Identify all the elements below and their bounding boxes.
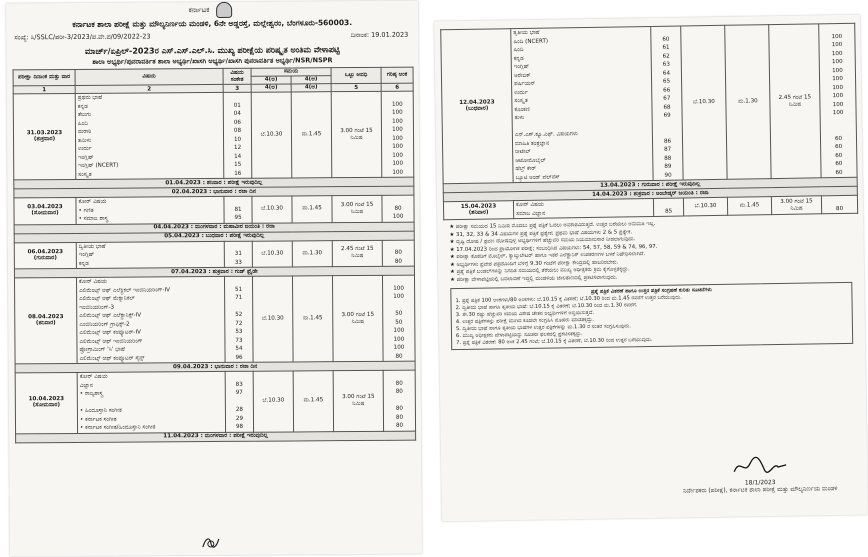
max-marks: 100 — [393, 344, 405, 351]
subject-code: 71 — [235, 294, 243, 301]
timetable-subtitle: ಶಾಲಾ ಅಭ್ಯರ್ಥಿ/ಪುನರಾವರ್ತಿತ ಶಾಲಾ ಅಭ್ಯರ್ಥಿ/ಖಾಸಗಿ ಅಭ್ಯರ್ಥಿ/ಖಾಸಗಿ ಪುನರಾವರ್ತಿತ ಅಭ್ಯರ್ಥಿ/NSR/NSPR — [92, 56, 333, 66]
note-item: ★ 31, 32, 33 & 34 ವಿಷಯಗಳ ಪ್ರಶ್ನೆ ಪತ್ರಿಕೆ ಪ್ರತ್ಯೇಕ; ಪ್ರಥಮ ಭಾಷೆ ವಿಷಯಗಳು 2 & 5 ಪ್ರತ್ಯೇಕ. — [449, 228, 633, 238]
max-marks: 100 — [831, 33, 843, 40]
subject-name: • ಹಿಂದೂಸ್ತಾನಿ ಸಂಗೀತ — [79, 407, 122, 414]
duration: 2.45 ಗಂಟೆ 15 ನಿಮಿಷ — [769, 24, 821, 179]
subject-name: ಕನ್ನಡ — [77, 103, 88, 110]
subject-name: ಪ್ರೋಗ್ರಾಮಿಂಗ್ 'ಸಿ' ಭಾಷೆ — [79, 346, 125, 353]
exam-date-cell — [441, 29, 513, 184]
subject-cell — [77, 371, 225, 433]
exam-row — [15, 370, 415, 433]
instruction-item: 3. ಶೇ.30 ರಷ್ಟು ಹೆಚ್ಚುವರಿ ಸಮಯ ವಿಶೇಷ ಚೇತನ ಅಭ್ಯರ್ಥಿಗಳಿಗೆ ಅನ್ವಯಿಸುತ್ತದೆ. — [455, 309, 595, 319]
initial-mark-icon — [200, 535, 222, 551]
subject-code: 81 — [234, 206, 242, 213]
subject-code: 87 — [664, 146, 672, 153]
break-note: 05.04.2023 : ಬುಧವಾರ : ಪರೀಕ್ಷೆ ಇರುವುದಿಲ್ಲ — [14, 231, 414, 243]
header-code: ವಿಷಯ ಸಂಕೇತ — [223, 68, 251, 84]
max-marks: 100 — [832, 84, 844, 91]
exam-date-cell — [13, 93, 76, 179]
subject-name: ಮರಾಠಿ — [77, 128, 92, 135]
subject-name: ಇಂಗ್ಲಿಷ್ — [513, 63, 530, 71]
max-marks: 60 — [835, 152, 843, 159]
subject-name: ರೀಟೇಲ್ — [515, 148, 531, 156]
subject-code — [226, 197, 249, 206]
code-cell — [653, 198, 683, 216]
subject-code: 60 — [662, 36, 670, 43]
subject-cell — [76, 276, 225, 363]
exam-date: 06.04.2023 — [27, 248, 64, 256]
timetable-right-body — [441, 23, 858, 219]
subject-name: ಆಟೋಮೊಬೈಲ್ — [515, 157, 546, 164]
subject-code — [227, 302, 250, 311]
subject-code: 53 — [235, 328, 243, 335]
subject-name: ತೆಲುಗು — [77, 111, 92, 118]
max-marks: 100 — [391, 101, 403, 108]
note-item: ★ ಪರೀಕ್ಷಾ ಕೊಠಡಿಗೆ ಮೊಬೈಲ್, ಕ್ಯಾಲ್ಕುಲೇಟರ್ ಹಾಗೂ ಇತರೆ ಎಲೆಕ್ಟ್ರಾನಿಕ್ ಉಪಕರಣಗಳ ಬಳಕೆ ನಿಷೇಧಿಸಲಾಗಿದೆ. — [449, 251, 646, 261]
subject-code: 98 — [235, 423, 244, 430]
subject-name: ತಮಿಳು — [78, 137, 92, 144]
note-item: ★ 17.04.2023 ರಿಂದ ಪ್ರಾಯೋಗಿಕ ಪರೀಕ್ಷೆ; ಸಂಬಂಧಿಸಿದ ವಿಷಯಗಳು: 54, 57, 58, 59 & 74, 96, 97. — [449, 243, 658, 253]
duration: 3.00 ಗಂಟೆ 15 ನಿಮಿಷ — [332, 195, 382, 222]
max-marks: 100 — [831, 58, 843, 66]
max-marks — [386, 396, 413, 405]
duration: 3.00 ಗಂಟೆ 15 ನಿಮಿಷ — [332, 275, 383, 361]
exam-day: (ಶನಿವಾರ) — [35, 320, 56, 327]
max-marks: 80 — [394, 249, 402, 256]
subject-name: • ಸಮಾಜ ಶಾಸ್ತ್ರ — [78, 215, 109, 222]
subject-code — [227, 277, 250, 286]
subject-code: 16 — [234, 170, 242, 177]
max-marks: 80 — [395, 353, 403, 360]
max-marks — [386, 371, 413, 380]
exam-row — [14, 275, 415, 364]
header-num-1: 1 — [13, 85, 75, 93]
exam-day: (ಬುಧವಾರ) — [465, 105, 489, 112]
subject-name: ಇಂಗ್ಲಿಷ್ — [78, 154, 94, 161]
emblem-header — [6, 1, 418, 20]
subject-code: 63 — [662, 61, 670, 68]
break-note: 01.04.2023 : ಶನಿವಾರ : ಪರೀಕ್ಷೆ ಇರುವುದಿಲ್ಲ — [14, 177, 414, 189]
subject-name: ಹೆಲ್ತ್ ಕೇರ್ — [515, 165, 537, 173]
subject-name: ಎಲಿಮೆಂಟ್ಸ್ ಆಫ್ ಮೆಕ್ಯಾನಿಕಲ್ — [79, 295, 135, 302]
header-time-to: 4(ಆ) — [291, 76, 331, 84]
max-marks — [384, 92, 411, 101]
subject-code: 33 — [234, 259, 242, 266]
break-note: 11.04.2023 : ಮಂಗಳವಾರ : ಪರೀಕ್ಷೆ ಇರುವುದಿಲ್ಲ — [16, 431, 416, 443]
max-marks: 100 — [392, 160, 404, 167]
max-marks: 60 — [835, 169, 843, 176]
right-page — [434, 15, 868, 522]
circular-date: ದಿನಾಂಕ: 19.01.2023 — [350, 30, 409, 40]
subject-name: ಸಮಾಜ ವಿಜ್ಞಾನ — [516, 210, 546, 217]
subject-code: 88 — [664, 155, 672, 162]
max-marks: 100 — [393, 285, 404, 292]
max-marks: 80 — [395, 380, 403, 387]
exam-row — [13, 91, 414, 180]
timetable-left — [13, 67, 417, 443]
max-marks — [385, 240, 412, 249]
exam-row — [441, 23, 857, 183]
exam-day: (ಸೋಮವಾರ) — [31, 210, 59, 217]
subject-code: 83 — [235, 381, 243, 388]
duration: 3.00 ಗಂಟೆ 15 ನಿಮಿಷ — [331, 91, 382, 177]
subject-code: 67 — [663, 95, 671, 102]
timetable-title: ಮಾರ್ಚ್/ಏಪ್ರಿಲ್-2023ರ ಎಸ್.ಎಸ್.ಎಲ್.ಸಿ. ಮುಖ್ಯ ಪರೀಕ್ಷೆಯ ಪರಿಷ್ಕೃತ ಅಂತಿಮ ವೇಳಾಪಟ್ಟಿ — [85, 45, 340, 56]
code-cell — [224, 196, 252, 223]
max-marks: 100 — [392, 152, 404, 159]
note-item: ★ ಪರೀಕ್ಷಾ ಸಮಯದ 15 ನಿಮಿಷ ಮೊದಲು ಪ್ರಶ್ನೆ ಪತ್ರಿಕೆ ಓದಲು ಅವಕಾಶವಿರುತ್ತದೆ. ಉತ್ತರ ಬರೆಯಲು ಅನುಮತಿ ಇಲ್ಲ. — [449, 220, 656, 231]
subject-code — [227, 241, 250, 250]
max-marks: 100 — [832, 67, 843, 74]
subject-name: • ಕರ್ನಾಟಕ ಸಂಗೀತ — [79, 416, 117, 423]
subject-code: 01 — [233, 102, 241, 109]
end-time: ಮ.1.30 — [725, 25, 771, 180]
exam-date-cell — [14, 242, 76, 269]
max-marks: 80 — [395, 414, 404, 421]
notes-list — [437, 218, 864, 285]
max-marks: 100 — [393, 336, 405, 343]
exam-date: 15.04.2023 — [460, 203, 497, 210]
max-marks: 100 — [392, 213, 404, 220]
subject-code: 66 — [663, 87, 671, 94]
subject-name: • ಗಣಿತ — [78, 207, 94, 214]
subject-name: ಸಂಸ್ಕೃತ — [514, 97, 528, 105]
max-marks: 50 — [395, 319, 403, 326]
duration: 3.00 ಗಂಟೆ 15 ನಿಮಿಷ — [333, 370, 383, 431]
subject-code: 10 — [233, 136, 242, 143]
subject-name: ಕೋರ್ ವಿಷಯ — [78, 198, 107, 205]
end-time: ಮ.1.45 — [293, 371, 333, 432]
subject-code: 08 — [233, 127, 242, 134]
subject-name: ಪ್ರಥಮ ಭಾಷೆ — [77, 94, 103, 101]
note-item: ★ ಪರೀಕ್ಷಾ ವೇಳಾಪಟ್ಟಿಯಲ್ಲಿ ಬದಲಾವಣೆ ಇದ್ದಲ್ಲಿ ಮಂಡಳಿಯ ಜಾಲತಾಣದಲ್ಲಿ ಪ್ರಕಟಿಸಲಾಗುವುದು. — [450, 274, 618, 283]
marks-cell — [383, 370, 415, 431]
max-marks — [384, 196, 411, 205]
max-marks: 50 — [395, 310, 403, 317]
max-marks: 80 — [394, 258, 402, 265]
subject-name: ಕನ್ನಡ — [78, 260, 89, 267]
max-marks: 80 — [395, 405, 403, 412]
break-note: 13.04.2023 : ಗುರುವಾರ : ಪರೀಕ್ಷೆ ಇರುವುದಿಲ್ಲ — [443, 177, 857, 193]
exam-date: 10.04.2023 — [28, 396, 65, 403]
instructions-list — [455, 292, 848, 347]
instruction-item: 2. ದ್ವಿತೀಯ ಭಾಷೆ ಹಾಗೂ ತೃತೀಯ ಭಾಷೆ: ಬೆ.10.15 ಕ್ಕೆ ವಿತರಣೆ; ಬೆ.10.30 ರಿಂದ ಮ.1.30 ರವರೆಗೆ. — [455, 302, 638, 312]
header-time: ಸಮಯ — [251, 68, 331, 77]
subject-name: ಇಂಗ್ಲಿಷ್ — [78, 251, 95, 258]
subject-code: 31 — [234, 250, 242, 257]
max-marks: 100 — [392, 126, 403, 133]
subject-name: ಹಿಂದಿ — [77, 120, 88, 127]
exam-day: (ಸೋಮವಾರ) — [32, 402, 61, 409]
header-num-6: 6 — [381, 83, 413, 91]
subject-code: 68 — [663, 104, 671, 111]
subject-cell — [76, 196, 224, 224]
subject-code — [228, 397, 251, 406]
code-cell — [223, 92, 252, 178]
header-num-3: 3 — [223, 84, 251, 92]
break-note: 02.04.2023 : ಭಾನುವಾರ : ರಜಾ ದಿನ — [14, 186, 414, 198]
subject-name: ಅರೇಬಿಕ್ — [513, 72, 531, 79]
subject-name: ಎಲಿಮೆಂಟ್ಸ್ ಆಫ್ ಎಲೆಕ್ಟ್ರಾನಿಕ್ಸ್-IV — [79, 312, 142, 319]
header-num-5: 5 — [331, 83, 381, 91]
note-item: ★ ಅಭ್ಯರ್ಥಿಗಳು ಪ್ರವೇಶ ಪತ್ರದೊಂದಿಗೆ ಬೆಳಿಗ್ಗೆ 9.30 ಗಂಟೆಗೆ ಪರೀಕ್ಷಾ ಕೇಂದ್ರದಲ್ಲಿ ಹಾಜರಿರಬೇಕು. — [449, 259, 619, 268]
header-duration: ಒಟ್ಟು ಅವಧಿ — [331, 67, 381, 83]
max-marks: 100 — [832, 75, 843, 83]
max-marks: 80 — [394, 205, 402, 212]
max-marks: 100 — [392, 118, 403, 125]
marks-cell — [382, 195, 414, 222]
exam-date: 31.03.2023 — [26, 130, 63, 137]
break-note: 07.04.2023 : ಶುಕ್ರವಾರ : ಗುಡ್ ಫ್ರೈಡೇ — [14, 266, 414, 278]
start-time: ಬೆ.10.30 — [251, 92, 292, 178]
note-item: ★ ದೃಷ್ಟಿ ದೋಷ / ಶ್ರವಣ ದೋಷವುಳ್ಳ ಅಭ್ಯರ್ಥಿಗಳಿಗೆ ಹೆಚ್ಚುವರಿ ಸಮಯ ನಿಯಮಾನುಸಾರ ನೀಡಲಾಗುವುದು. — [449, 236, 636, 246]
start-time: ಬೆ.10.30 — [252, 196, 292, 223]
subject-name: ಕೋರ್ ವಿಷಯ — [515, 201, 544, 209]
subject-name: ಹಿಂದಿ — [513, 46, 524, 54]
subject-name: ತುಳು — [514, 114, 525, 122]
start-time: ಬೆ.10.30 — [252, 240, 292, 267]
max-marks: 100 — [391, 109, 403, 116]
exam-date: 08.04.2023 — [28, 314, 64, 321]
instruction-item: 4. ಉತ್ತರ ಪತ್ರಿಕೆಗಳನ್ನು ಪರೀಕ್ಷೆ ಮುಗಿದ ಕೂಡಲೇ ಸಂಗ್ರಹಿಸಿ ಮೊಹರು ಮಾಡತಕ್ಕದ್ದು. — [455, 316, 595, 326]
break-note: 04.04.2023 : ಮಂಗಳವಾರ : ಮಹಾವೀರ ಜಯಂತಿ : ರಜಾ — [14, 222, 414, 234]
instruction-item: 7. ಪ್ರಶ್ನೆ ಪತ್ರಿಕೆ ವಿತರಣೆ: 80 ಅಂಕ 2.45 ಗಂಟೆ; ಬೆ.10.15 ಕ್ಕೆ ವಿತರಣೆ, ಬೆ.10.30 ರಿಂದ ಉತ್ತರ ಬರೆಯುವುದು. — [456, 336, 653, 347]
code-cell — [225, 371, 253, 432]
exam-day: (ಶನಿವಾರ) — [468, 209, 489, 216]
subject-name: ಬ್ಯೂಟಿ ಅಂಡ್ ವೆಲ್‌ನೆಸ್ — [515, 173, 560, 181]
max-marks — [385, 276, 412, 285]
max-marks: 100 — [393, 327, 405, 334]
header-num-2: 2 — [75, 84, 223, 93]
reference-number: ಸಂಖ್ಯೆ: ಸಿ/SSLC/ಪರೀ-3/2023/ಪ.ವೇ.ಪ/09/2022-23 — [14, 32, 151, 42]
subject-name: ಹಿಂದಿ (NCERT) — [513, 38, 549, 45]
subject-code: 29 — [235, 415, 244, 422]
header-num-4b: 4(ಆ) — [291, 84, 331, 92]
subject-code: 51 — [234, 286, 243, 293]
reference-line — [6, 29, 418, 45]
subject-code: 06 — [233, 119, 241, 126]
exam-day: (ಶುಕ್ರವಾರ) — [33, 136, 56, 143]
subject-cell — [511, 26, 653, 182]
code-cell — [224, 276, 253, 362]
exam-row — [14, 195, 414, 224]
start-time: ಬೆ.10.30 — [681, 25, 727, 180]
start-time: ಬೆ.10.30 — [683, 197, 727, 216]
max-marks: 100 — [832, 101, 844, 108]
code-cell — [224, 241, 252, 268]
max-marks: 100 — [392, 135, 403, 142]
subject-code: 72 — [235, 320, 243, 327]
exam-date-cell — [15, 372, 77, 433]
break-row — [16, 431, 416, 443]
duration: 2.45 ಗಂಟೆ 15 ನಿಮಿಷ — [332, 240, 382, 267]
subject-name: ಇಂಗ್ಲಿಷ್ (NCERT) — [78, 162, 119, 169]
subject-code: 28 — [235, 406, 244, 413]
break-note: 09.04.2023 : ಭಾನುವಾರ : ರಜಾ ದಿನ — [15, 361, 415, 373]
subject-code: 85 — [665, 208, 673, 215]
subject-code: 90 — [664, 172, 672, 179]
exam-date-cell — [443, 201, 513, 220]
subject-name: ಕನ್ನಡ — [513, 55, 524, 62]
subject-name: ದ್ವಿತೀಯ ಭಾಷೆ — [78, 243, 106, 250]
subject-name: • ಕರ್ನಾಟಕ ಸಂಗೀತ/ಹಿಂದೂಸ್ತಾನಿ ಸಂಗೀತ — [80, 424, 156, 431]
subject-name: ಪರ್ಷಿಯನ್ — [514, 80, 536, 88]
subject-name: ಇಂಜಿನಿಯರಿಂಗ್-3 — [79, 304, 115, 311]
max-marks: 80 — [395, 422, 404, 429]
exam-day: (ಗುರುವಾರ) — [33, 254, 57, 262]
max-marks: 60 — [835, 160, 843, 168]
subject-name: ಮಾಹಿತಿ ತಂತ್ರಜ್ಞಾನ — [514, 140, 550, 147]
code-cell — [651, 26, 683, 180]
subject-code: 69 — [663, 112, 671, 119]
subject-name: ವಿಜ್ಞಾನ — [79, 382, 93, 389]
subject-code: 54 — [235, 345, 243, 352]
subject-name: • ರಾಜ್ಯಶಾಸ್ತ್ರ — [79, 390, 104, 397]
left-page — [6, 1, 422, 557]
subject-code: 12 — [234, 144, 242, 151]
state-emblem-icon — [216, 2, 232, 18]
header-date: ಪರೀಕ್ಷಾ ದಿನಾಂಕ ಮತ್ತು ವಾರ — [13, 69, 75, 85]
marks-cell — [381, 91, 414, 177]
subject-code — [226, 93, 249, 102]
subject-cell — [513, 198, 653, 218]
header-subject: ವಿಷಯ — [75, 68, 223, 85]
subject-name: ಎಂಜಿನಿಯರಿಂಗ್ ಗ್ರಾಫಿಕ್ಸ್-2 — [79, 321, 130, 328]
marks-cell — [821, 195, 857, 214]
subject-name: ಎಲಿಮೆಂಟ್ಸ್ ಆಫ್ ಕಂಪ್ಯೂಟರ್-IV — [79, 329, 141, 336]
board-name: ಕರ್ನಾಟಕ ಶಾಲಾ ಪರೀಕ್ಷೆ ಮತ್ತು ಮೌಲ್ಯನಿರ್ಣಯ ಮಂಡಳಿ, 6ನೇ ಅಡ್ಡರಸ್ತೆ, ಮಲ್ಲೇಶ್ವರಂ, ಬೆಂಗಳೂರು-560003. — [72, 18, 353, 29]
end-time: ಮ.1.45 — [727, 197, 771, 216]
subject-code: 14 — [234, 153, 242, 160]
signature-icon — [730, 455, 790, 478]
subject-code: 65 — [662, 78, 671, 85]
subject-code: 96 — [235, 354, 243, 361]
subject-name: ಎಲಿಮೆಂಟ್ಸ್ ಆಫ್ ಇಂಜಿನಿಯರಿಂಗ್ — [79, 338, 143, 345]
end-time: ಮ.1.45 — [292, 196, 332, 223]
start-time: ಬೆ.10.30 — [252, 276, 293, 362]
subject-name: ಸಂಸ್ಕೃತ — [78, 171, 92, 178]
end-time: ಮ.1.45 — [292, 276, 333, 362]
header-num-4a: 4(ಅ) — [251, 84, 291, 92]
subject-code: 97 — [235, 389, 243, 396]
timetable-left-body — [13, 91, 415, 442]
instructions-title: ಪ್ರಶ್ನೆ ಪತ್ರಿಕೆ ವಿತರಣೆ ಹಾಗೂ ಉತ್ತರ ಪತ್ರಿಕೆ ಸಂಗ್ರಹಣೆ ಕುರಿತು ಸೂಚನೆಗಳು — [590, 287, 712, 295]
max-marks: 100 — [831, 50, 843, 57]
duration: 3.00 ಗಂಟೆ 15 ನಿಮಿಷ — [771, 196, 821, 215]
subject-code: 15 — [234, 161, 242, 168]
subject-code: 95 — [234, 214, 242, 221]
exam-date: 12.04.2023 — [459, 99, 495, 106]
marks-cell — [819, 23, 857, 178]
exam-date-cell — [14, 277, 77, 363]
marks-cell — [382, 240, 414, 267]
state-text: ಕರ್ನಾಟಕ — [188, 6, 210, 15]
subject-name: ತೃತೀಯ ಭಾಷೆ — [513, 29, 540, 37]
subject-cell — [76, 241, 224, 269]
max-marks — [385, 301, 412, 310]
max-marks: 60 — [834, 135, 843, 142]
break-note: 14.04.2023 : ಶುಕ್ರವಾರ : ಅಂಬೇಡ್ಕರ್ ಜಯಂತಿ : ರಜಾ — [443, 186, 857, 202]
start-time: ಬೆ.10.30 — [253, 371, 293, 432]
subject-code: 86 — [663, 138, 672, 145]
subject-code: 61 — [662, 44, 670, 51]
header-time-from: 4(ಅ) — [251, 76, 291, 84]
subject-name: ಉರ್ದು — [514, 89, 528, 96]
subject-name: ಎಲಿಮೆಂಟ್ಸ್ ಆಫ್ ಎಲೆಕ್ಟ್ರಿಕಲ್ ಇಂಜಿನಿಯರಿಂಗ್-IV — [79, 286, 171, 294]
header-marks: ಗರಿಷ್ಠ ಅಂಕ — [381, 67, 413, 83]
subject-code — [228, 372, 251, 381]
exam-row — [14, 240, 414, 269]
subject-code: 64 — [662, 70, 671, 77]
max-marks: 80 — [835, 205, 844, 212]
max-marks: 100 — [392, 169, 404, 176]
max-marks: 100 — [393, 293, 404, 300]
max-marks: 100 — [832, 109, 844, 117]
max-marks: 100 — [832, 92, 844, 100]
max-marks: 80 — [395, 388, 403, 395]
timetable-right — [440, 23, 858, 220]
max-marks: 60 — [835, 143, 843, 151]
instruction-item: 6. ಮುಖ್ಯ ಅಧೀಕ್ಷಕರು ವೇಳಾಪಟ್ಟಿಯನ್ನು ಸೂಚನಾ ಫಲಕದಲ್ಲಿ ಪ್ರಕಟಿಸತಕ್ಕದ್ದು. — [455, 331, 583, 340]
max-marks: 100 — [831, 41, 843, 49]
subject-code: 89 — [664, 163, 672, 170]
subject-name: ಉರ್ದು — [78, 145, 92, 152]
subject-name: ಕೋರ್ ವಿಷಯ — [78, 278, 107, 285]
subject-cell — [75, 92, 224, 179]
exam-date-cell — [14, 197, 76, 224]
subject-code: 73 — [235, 337, 243, 344]
max-marks: 100 — [392, 143, 403, 150]
subject-name: ಎನ್.ಎಸ್.ಕ್ಯೂ.ಎಫ್. ವಿಷಯಗಳು — [514, 131, 578, 139]
subject-name: ಎಲಿಮೆಂಟ್ಸ್ ಆಫ್ ಕಂಪ್ಯೂಟರ್ ಸೈನ್ಸ್ — [79, 354, 145, 362]
instruction-item: 1. ಪ್ರಶ್ನೆ ಪತ್ರಿಕೆ 100 ಅಂಕಗಳು/80 ಅಂಕಗಳು: ಬೆ.10.15 ಕ್ಕೆ ವಿತರಣೆ; ಬೆ.10.30 ರಿಂದ ಮ.1.45 ರವರೆಗೆ ಉತ್ತರ ಬರೆಯುವುದು. — [455, 294, 682, 305]
subject-code: 62 — [662, 53, 670, 60]
subject-name: ಕೊಂಕಣಿ — [514, 106, 530, 113]
subject-name: ಕೋರ್ ವಿಷಯ — [79, 373, 108, 380]
subject-code: 52 — [235, 311, 243, 318]
end-time: ಮ.1.30 — [292, 240, 332, 267]
signature-block — [683, 454, 838, 495]
instruction-item: 5. ದ್ವಿತೀಯ ಭಾಷೆ ಹಾಗೂ ತೃತೀಯ ಭಾಷೆಗಳ ಉತ್ತರ ಪತ್ರಿಕೆಗಳನ್ನು ಮ.1.30 ರ ನಂತರ ಸಂಗ್ರಹಿಸುವುದು. — [455, 323, 631, 333]
instructions-box — [450, 282, 853, 350]
marks-cell — [382, 275, 415, 361]
note-item: ★ ಪ್ರಶ್ನೆ ಪತ್ರಿಕೆ ಬಂಡಲ್‌ಗಳನ್ನು ನಿಗದಿತ ಸಮಯದಲ್ಲಿ ತೆರೆಯಲು ಮುಖ್ಯ ಅಧೀಕ್ಷಕರು ಕ್ರಮ ಕೈಗೊಳ್ಳತಕ್ಕದ್ದು. — [449, 266, 630, 276]
signatory-title: ನಿರ್ದೇಶಕರು (ಪರೀಕ್ಷೆ), ಕರ್ನಾಟಕ ಶಾಲಾ ಪರೀಕ್ಷೆ ಮತ್ತು ಮೌಲ್ಯನಿರ್ಣಯ ಮಂಡಳಿ — [683, 485, 838, 495]
subject-code: 04 — [233, 110, 241, 117]
signature-date: 18/1/2023 — [744, 479, 776, 487]
end-time: ಮ.1.45 — [291, 92, 332, 178]
exam-date: 03.04.2023 — [27, 204, 63, 211]
